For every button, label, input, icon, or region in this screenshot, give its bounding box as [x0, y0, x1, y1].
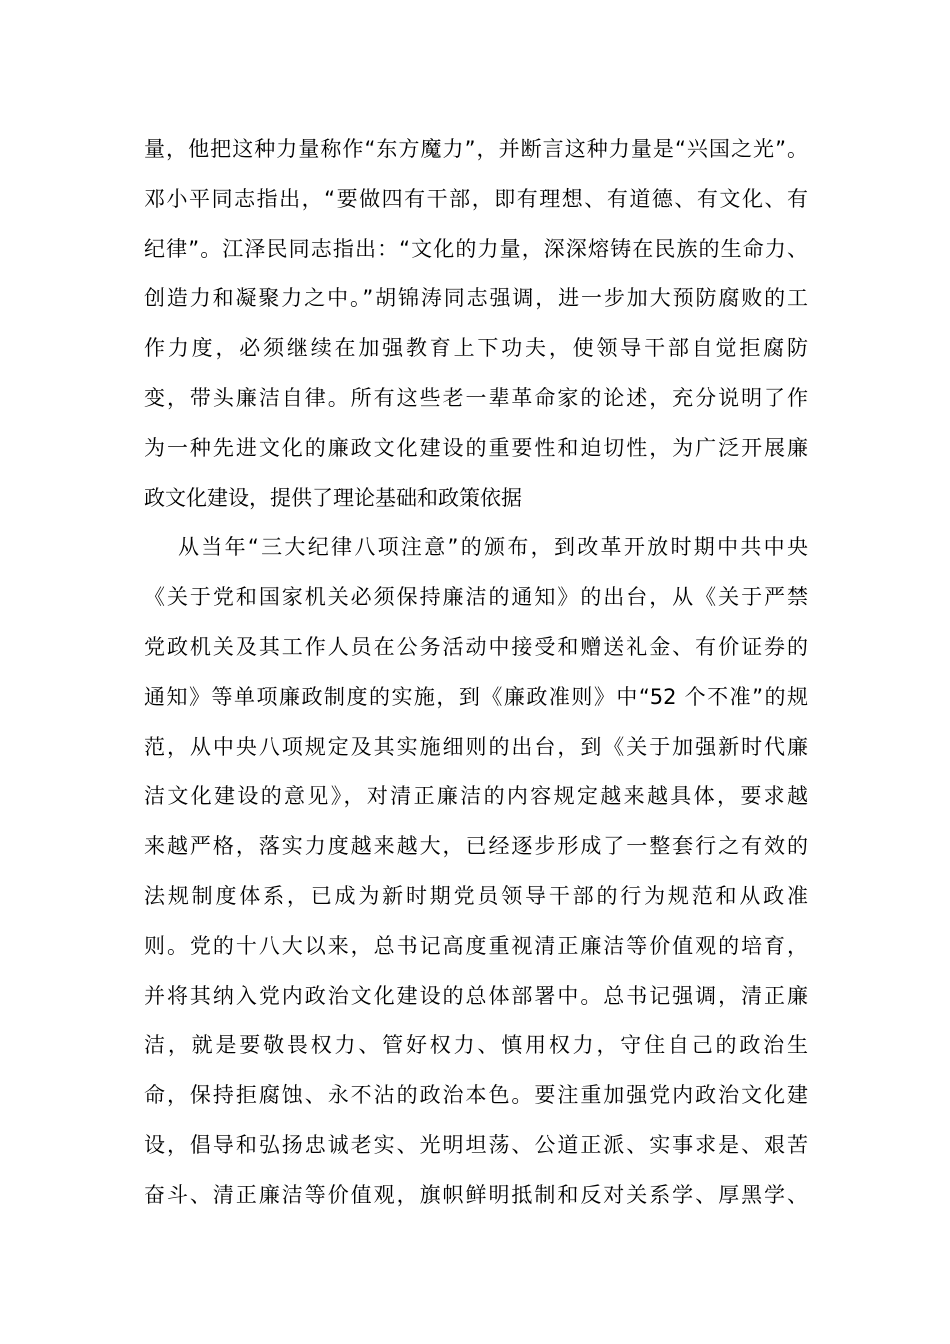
text-line-20: 命，保持拒腐蚀、永不沾的政治本色。要注重加强党内政治文化建	[144, 1083, 808, 1108]
text-line-10: 《关于党和国家机关必须保持廉洁的通知》的出台，从《关于严禁	[144, 585, 808, 610]
text-line-13: 范，从中央八项规定及其实施细则的出台，到《关于加强新时代廉	[144, 734, 808, 759]
text-line-15: 来越严格，落实力度越来越大，已经逐步形成了一整套行之有效的	[144, 834, 808, 859]
text-line-22: 奋斗、清正廉洁等价值观，旗帜鲜明抵制和反对关系学、厚黑学、	[144, 1182, 808, 1207]
text-line-21: 设，倡导和弘扬忠诚老实、光明坦荡、公道正派、实事求是、艰苦	[144, 1132, 808, 1157]
text-line-16: 法规制度体系，已成为新时期党员领导干部的行为规范和从政准	[144, 883, 808, 908]
body-text	[144, 128, 808, 1224]
text-line-11: 党政机关及其工作人员在公务活动中接受和赠送礼金、有价证券的	[144, 634, 808, 659]
text-line-1: 量，他把这种力量称作“东方魔力”，并断言这种力量是“兴国之光”。	[144, 137, 808, 161]
text-line-9: 从当年“三大纪律八项注意”的颁布，到改革开放时期中共中央	[178, 535, 808, 560]
text-line-17: 则。党的十八大以来，总书记高度重视清正廉洁等价值观的培育，	[144, 933, 808, 958]
text-line-5: 作力度，必须继续在加强教育上下功夫，使领导干部自觉拒腐防	[144, 336, 808, 361]
text-line-14: 洁文化建设的意见》，对清正廉洁的内容规定越来越具体，要求越	[144, 784, 808, 809]
text-line-19: 洁，就是要敬畏权力、管好权力、慎用权力，守住自己的政治生	[144, 1033, 808, 1058]
text-line-6: 变，带头廉洁自律。所有这些老一辈革命家的论述，充分说明了作	[144, 385, 808, 410]
text-line-8: 政文化建设，提供了理论基础和政策依据	[144, 485, 522, 510]
text-line-2: 邓小平同志指出，“要做四有干部，即有理想、有道德、有文化、有	[144, 186, 808, 211]
text-line-7: 为一种先进文化的廉政文化建设的重要性和迫切性，为广泛开展廉	[144, 435, 808, 460]
text-line-12: 通知》等单项廉政制度的实施，到《廉政准则》中“52 个不准”的规	[144, 684, 808, 709]
text-line-4: 创造力和凝聚力之中。”胡锦涛同志强调，进一步加大预防腐败的工	[144, 286, 808, 311]
text-line-18: 并将其纳入党内政治文化建设的总体部署中。总书记强调，清正廉	[144, 983, 808, 1008]
text-line-3: 纪律”。江泽民同志指出：“文化的力量，深深熔铸在民族的生命力、	[144, 236, 808, 261]
